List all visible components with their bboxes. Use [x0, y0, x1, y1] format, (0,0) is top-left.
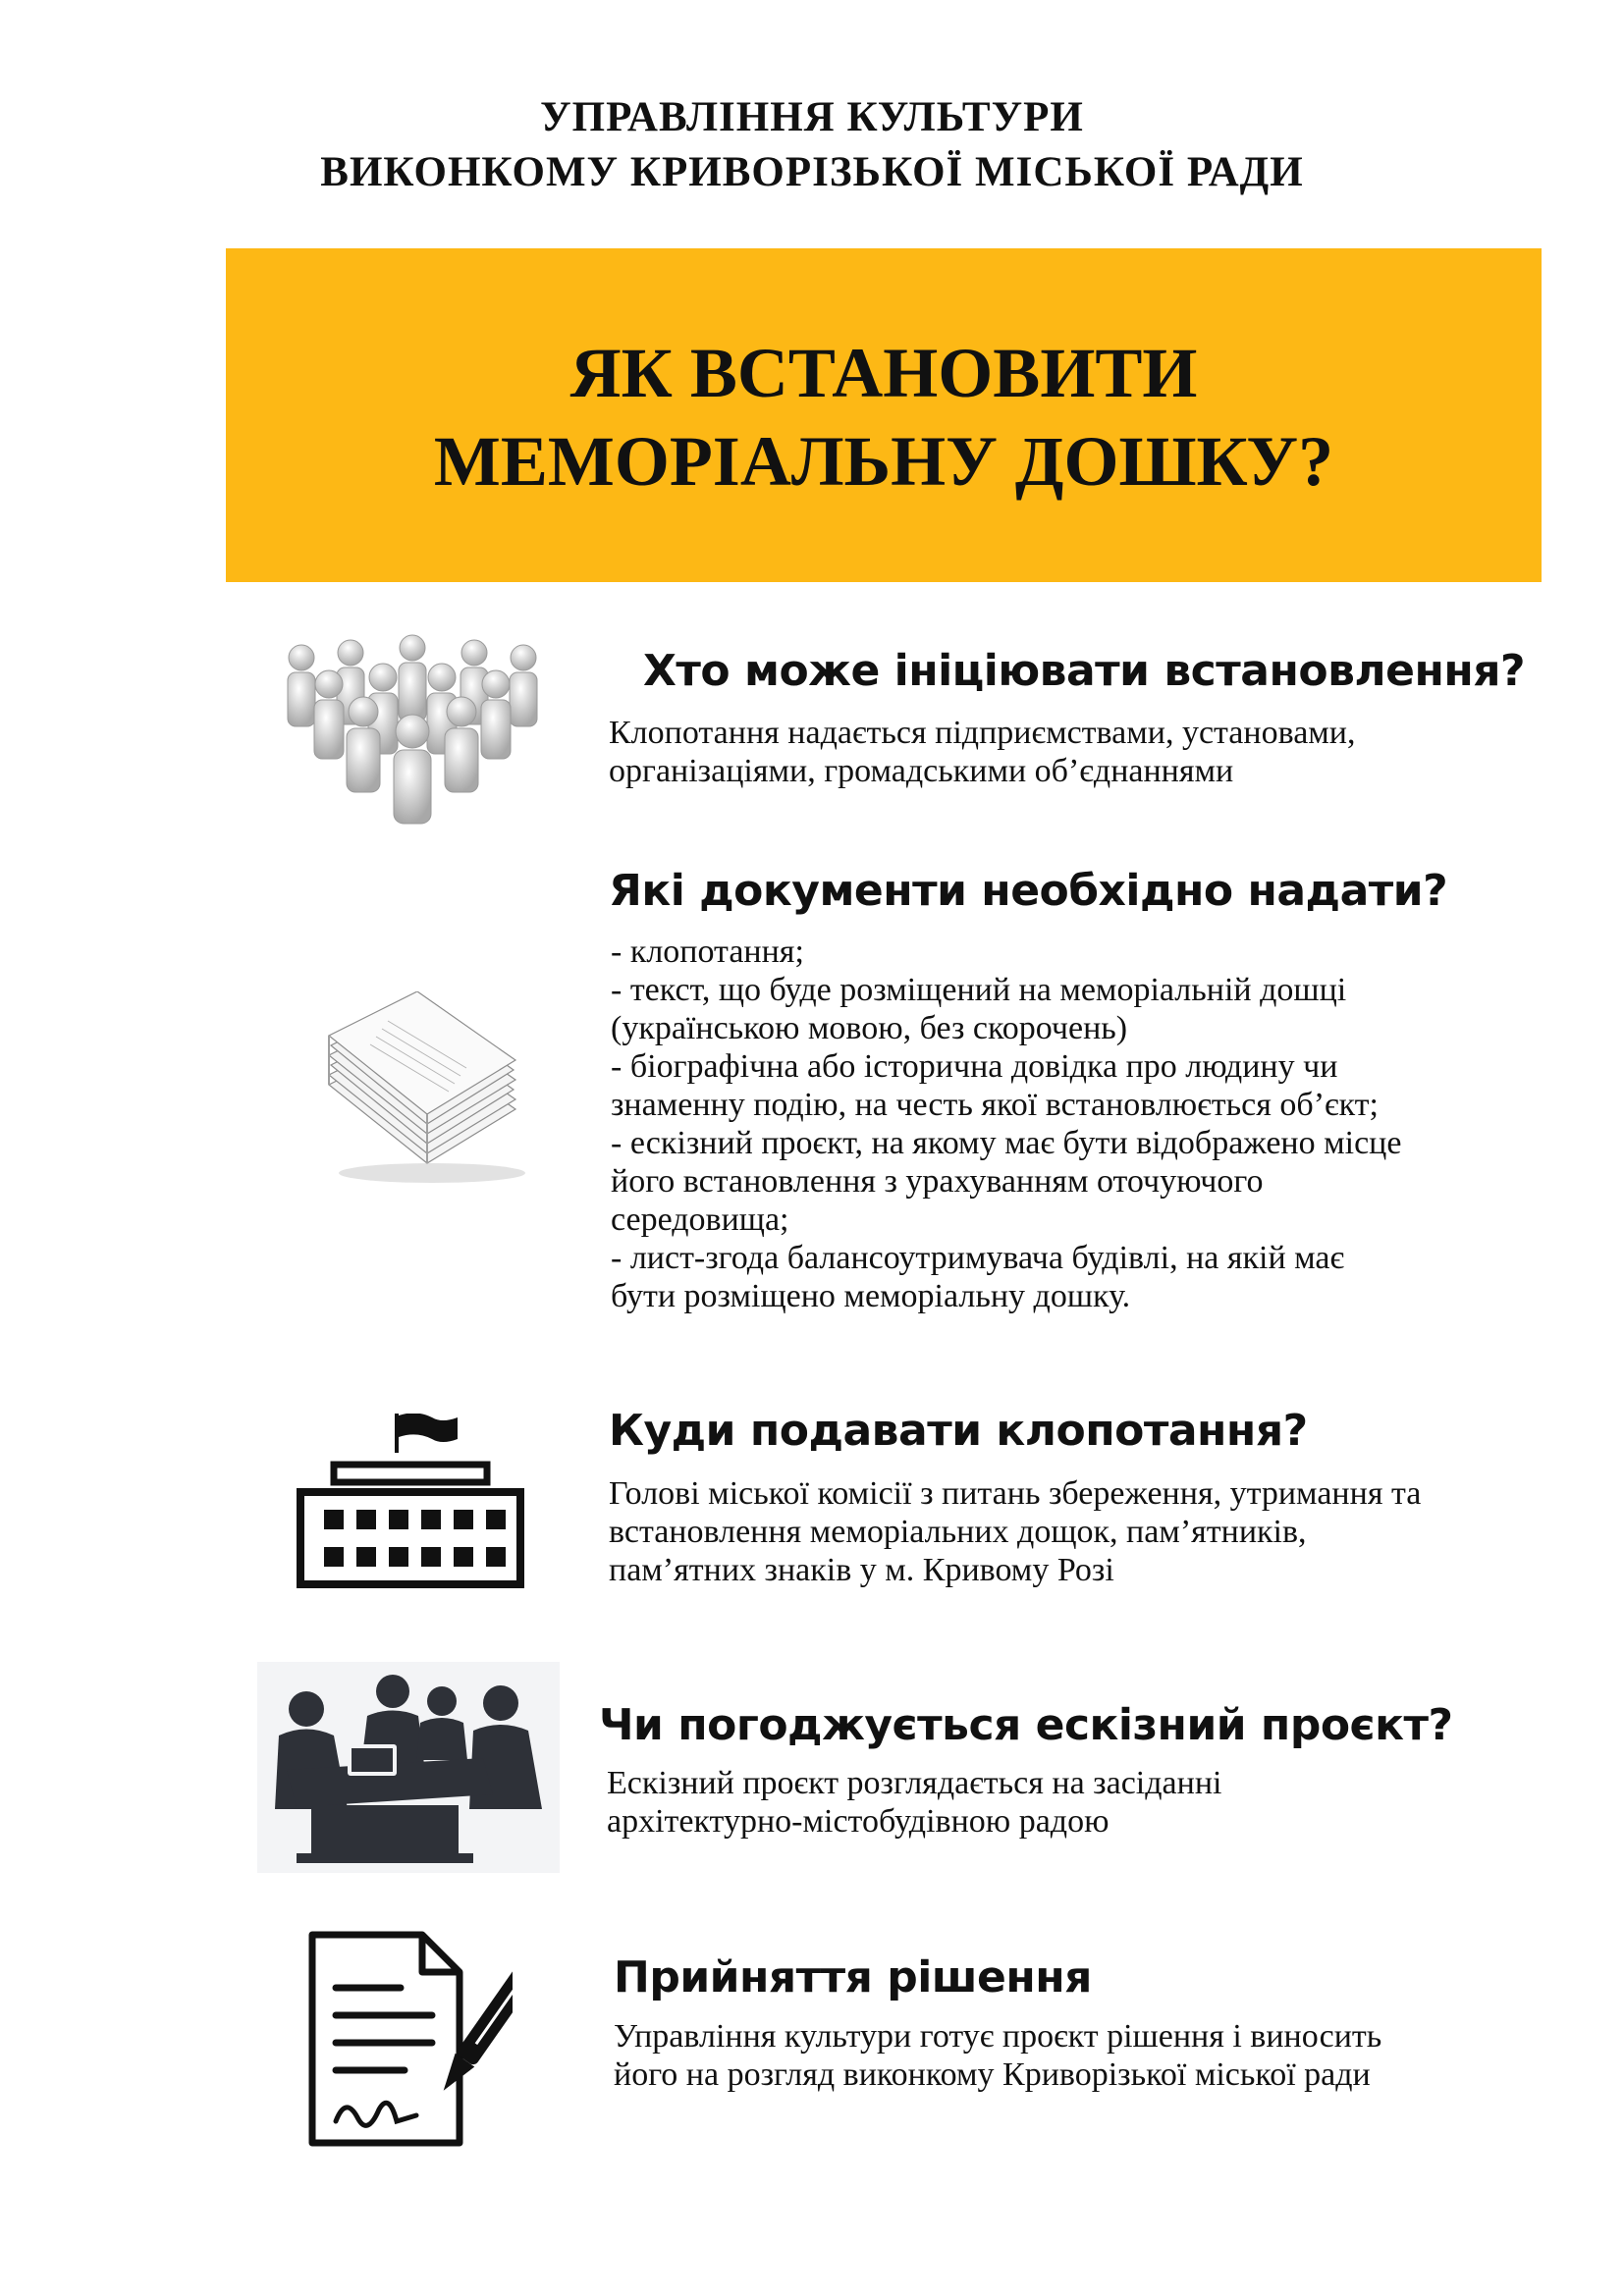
- section-where-to-submit: [609, 1404, 1308, 1459]
- section-title: Куди подавати клопотання?: [609, 1406, 1308, 1456]
- paper-stack-icon: [319, 991, 535, 1193]
- header-line-1: УПРАВЛІННЯ КУЛЬТУРИ: [540, 94, 1084, 140]
- section-where-to-submit-body: [609, 1474, 1421, 1589]
- section-sketch-approval-body: [607, 1764, 1221, 1841]
- title-banner: [226, 248, 1542, 582]
- section-sketch-approval: [599, 1698, 1453, 1753]
- page-title-line-2: МЕМОРІАЛЬНУ ДОШКУ?: [433, 422, 1334, 501]
- section-title: Хто може ініціювати встановлення?: [643, 646, 1526, 696]
- documents-list: [611, 933, 1401, 1315]
- list-item: - ескізний проєкт, на якому має бути відображено місце його встановлення з урахуванням оточуючого середовища;: [611, 1125, 1402, 1238]
- list-item: - клопотання;: [611, 934, 804, 970]
- meeting-icon: [257, 1662, 560, 1873]
- section-title: Які документи необхідно надати?: [609, 866, 1448, 916]
- section-who-can-initiate: [643, 644, 1525, 699]
- organization-header: [0, 90, 1624, 200]
- section-decision-body: [614, 2017, 1381, 2094]
- list-item: - текст, що буде розміщений на меморіальній дошці (українською мовою, без скорочень): [611, 972, 1347, 1046]
- document-signature-icon: [306, 1929, 513, 2155]
- people-group-icon: [280, 633, 545, 834]
- section-who-can-initiate-body: [609, 714, 1356, 790]
- section-title: Прийняття рішення: [614, 1952, 1092, 2002]
- page-title: [226, 329, 1542, 506]
- government-building-icon: [295, 1414, 530, 1595]
- section-required-documents: [609, 864, 1447, 919]
- section-text: Клопотання надається підприємствами, установами, організаціями, громадськими об’єднаннями: [609, 715, 1356, 789]
- section-text: Ескізний проєкт розглядається на засіданні архітектурно-містобудівною радою: [607, 1765, 1222, 1840]
- list-item: - біографічна або історична довідка про людину чи знаменну подію, на честь якої встановлюється об’єкт;: [611, 1048, 1379, 1123]
- section-title: Чи погоджується ескізний проєкт?: [599, 1700, 1453, 1750]
- section-text: Голові міської комісії з питань збереження, утримання та встановлення меморіальних дощок, пам’ятників, пам’ятних знаків у м. Кривому Розі: [609, 1475, 1422, 1588]
- list-item: - лист-згода балансоутримувача будівлі, на якій має бути розміщено меморіальну дошку.: [611, 1240, 1345, 1314]
- header-line-2: ВИКОНКОМУ КРИВОРІЗЬКОЇ МІСЬКОЇ РАДИ: [320, 149, 1304, 195]
- section-text: Управління культури готує проєкт рішення і виносить його на розгляд виконкому Криворізької міської ради: [614, 2018, 1382, 2093]
- page-title-line-1: ЯК ВСТАНОВИТИ: [569, 334, 1198, 412]
- section-decision: [614, 1950, 1092, 2005]
